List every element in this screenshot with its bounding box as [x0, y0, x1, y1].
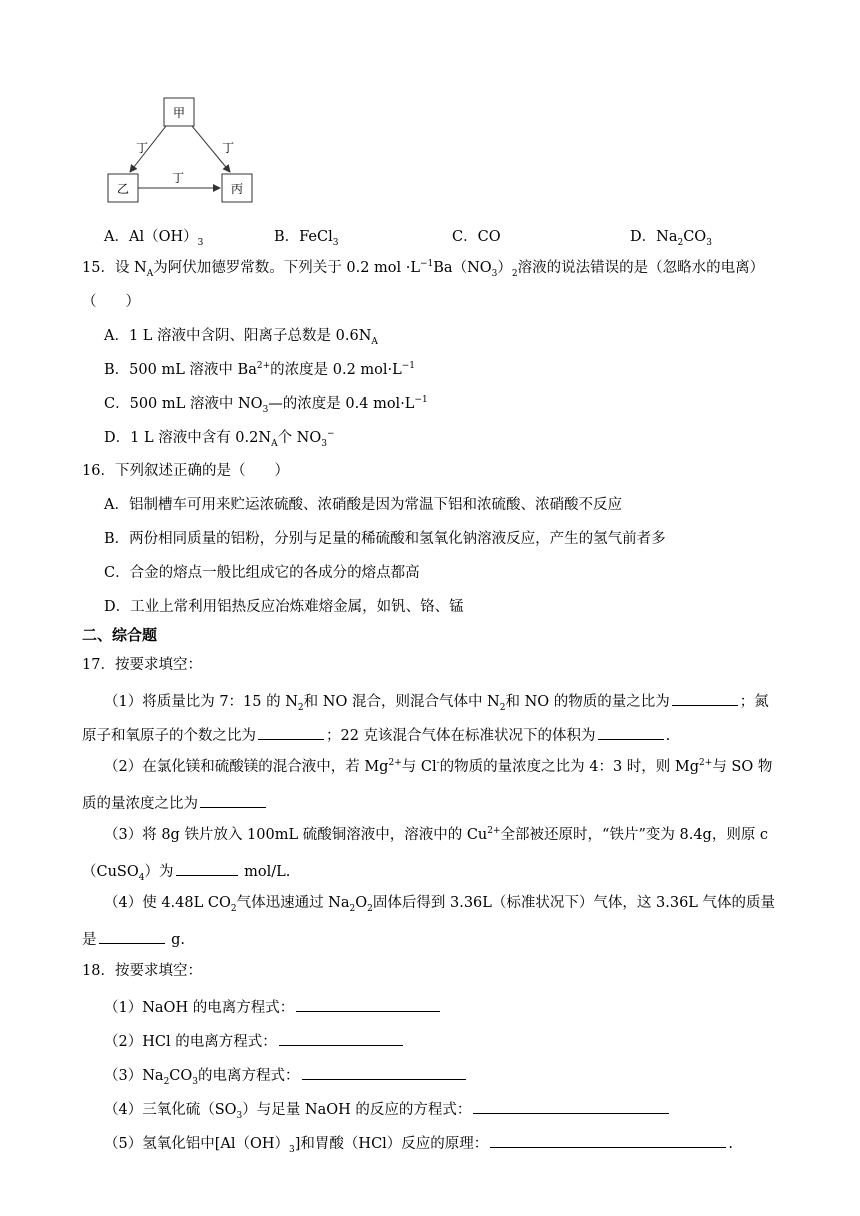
q18-part3: $(3)Na_2CO_3$的电离方程式： [104, 1063, 468, 1086]
q15-option-a: A．1 L 溶液中含阴、阳离子总数是 $0.6N_A$ [104, 328, 378, 347]
q17-part3-line2: （CuSO$_4$）为 mol/L. [82, 859, 290, 882]
q15-option-c: C．500 mL 溶液中 $NO_3—$的浓度是 0.4 $mol\cdot L^{-1}$ [104, 395, 428, 415]
q17-part1-line2: 原子和氧原子的个数之比为 ；22 克该混合气体在标准状况下的体积为 . [82, 723, 670, 746]
q14-option-d: D．$Na_2CO_3$ [630, 229, 712, 248]
q14-option-c: C．CO [452, 229, 501, 245]
q17-part2-line1: （2）在氯化镁和硫酸镁的混合液中，若 $Mg^{2+}$与 Cl-的物质的量浓度之比为 4：3 时，则 $Mg^{2+}$与 SO 物 [104, 758, 773, 775]
q15-paren: （ ） [82, 294, 140, 310]
answer-blank[interactable] [99, 927, 165, 944]
q17-stem: 17．按要求填空： [82, 657, 202, 673]
q18-part5: （5）氢氧化铝中$[Al(OH)_3]$和胃酸（HCl）反应的原理： . [104, 1131, 733, 1154]
label-jia: 甲 [172, 106, 186, 120]
q14-option-a: A．$Al(OH)_3$ [104, 229, 204, 248]
answer-blank[interactable] [672, 689, 738, 706]
q18-stem: 18．按要求填空： [82, 963, 202, 979]
answer-blank[interactable] [279, 1029, 403, 1046]
q15-option-d: D．1 L 溶液中含有 $0.2N_A$个 $NO_3^-$ [104, 429, 335, 449]
q17-part1-line1: （1）将质量比为 7：15 的 $N_2$和 NO 混合，则混合气体中 $N_2$和 NO 的物质的量之比为 ；氮 [104, 689, 769, 712]
answer-blank[interactable] [296, 995, 440, 1012]
section-heading: 二、综合题 [82, 626, 158, 644]
q17-part4-line1: （4）使 4.48L $CO_2$气体迅速通过 $Na_2O_2$固体后得到 3.36L（标准状况下）气体，这 3.36L 气体的质量 [104, 895, 776, 914]
q16-option-d: D．工业上常利用铝热反应冶炼难熔金属，如钒、铬、锰 [104, 599, 464, 615]
label-yi: 乙 [116, 182, 130, 196]
q18-part4: （4）三氧化硫$(SO_3)$与足量 NaOH 的反应的方程式： [104, 1097, 671, 1120]
reaction-diagram [100, 92, 270, 212]
answer-blank[interactable] [598, 723, 664, 740]
label-edge-left: 丁 [135, 141, 149, 155]
q15-option-b: B．500 mL 溶液中 $Ba^{2+}$的浓度是 0.2 $mol\cdot L^{-1}$ [104, 361, 416, 378]
q14-option-b: B．FeCl$_3$ [274, 229, 339, 248]
q18-part2: （2）HCl 的电离方程式： [104, 1029, 405, 1052]
q14-options [104, 225, 824, 248]
answer-blank[interactable] [258, 723, 324, 740]
q16-option-b: B．两份相同质量的铝粉，分别与足量的稀硫酸和氢氧化钠溶液反应，产生的氢气前者多 [104, 531, 666, 547]
q17-part3-line1: （3）将 8g 铁片放入 100mL 硫酸铜溶液中，溶液中的 $Cu^{2+}$全部被还原时，“铁片”变为 8.4g，则原 c [104, 826, 769, 843]
label-bing: 丙 [230, 182, 244, 196]
answer-blank[interactable] [200, 791, 266, 808]
label-edge-bottom: 丁 [171, 171, 185, 185]
label-edge-right: 丁 [221, 141, 235, 155]
q16-option-a: A．铝制槽车可用来贮运浓硫酸、浓硝酸是因为常温下铝和浓硫酸、浓硝酸不反应 [104, 497, 622, 513]
q17-part4-line2: 是 g. [82, 927, 185, 950]
q16-stem: 16．下列叙述正确的是（ ） [82, 463, 289, 479]
q17-part2-line2: 质的量浓度之比为 [82, 791, 268, 814]
answer-blank[interactable] [490, 1131, 726, 1148]
q18-part1: （1）NaOH 的电离方程式： [104, 995, 442, 1018]
q16-option-c: C．合金的熔点一般比组成它的各成分的熔点都高 [104, 565, 420, 581]
answer-blank[interactable] [473, 1097, 669, 1114]
answer-blank[interactable] [176, 859, 238, 876]
answer-blank[interactable] [302, 1063, 466, 1080]
q15-stem: 15．设 $N_A$为阿伏加德罗常数。下列关于 0.2 mol $\cdot L^{-1}Ba(NO_3)_2$溶液的说法错误的是（忽略水的电离） [82, 259, 765, 279]
